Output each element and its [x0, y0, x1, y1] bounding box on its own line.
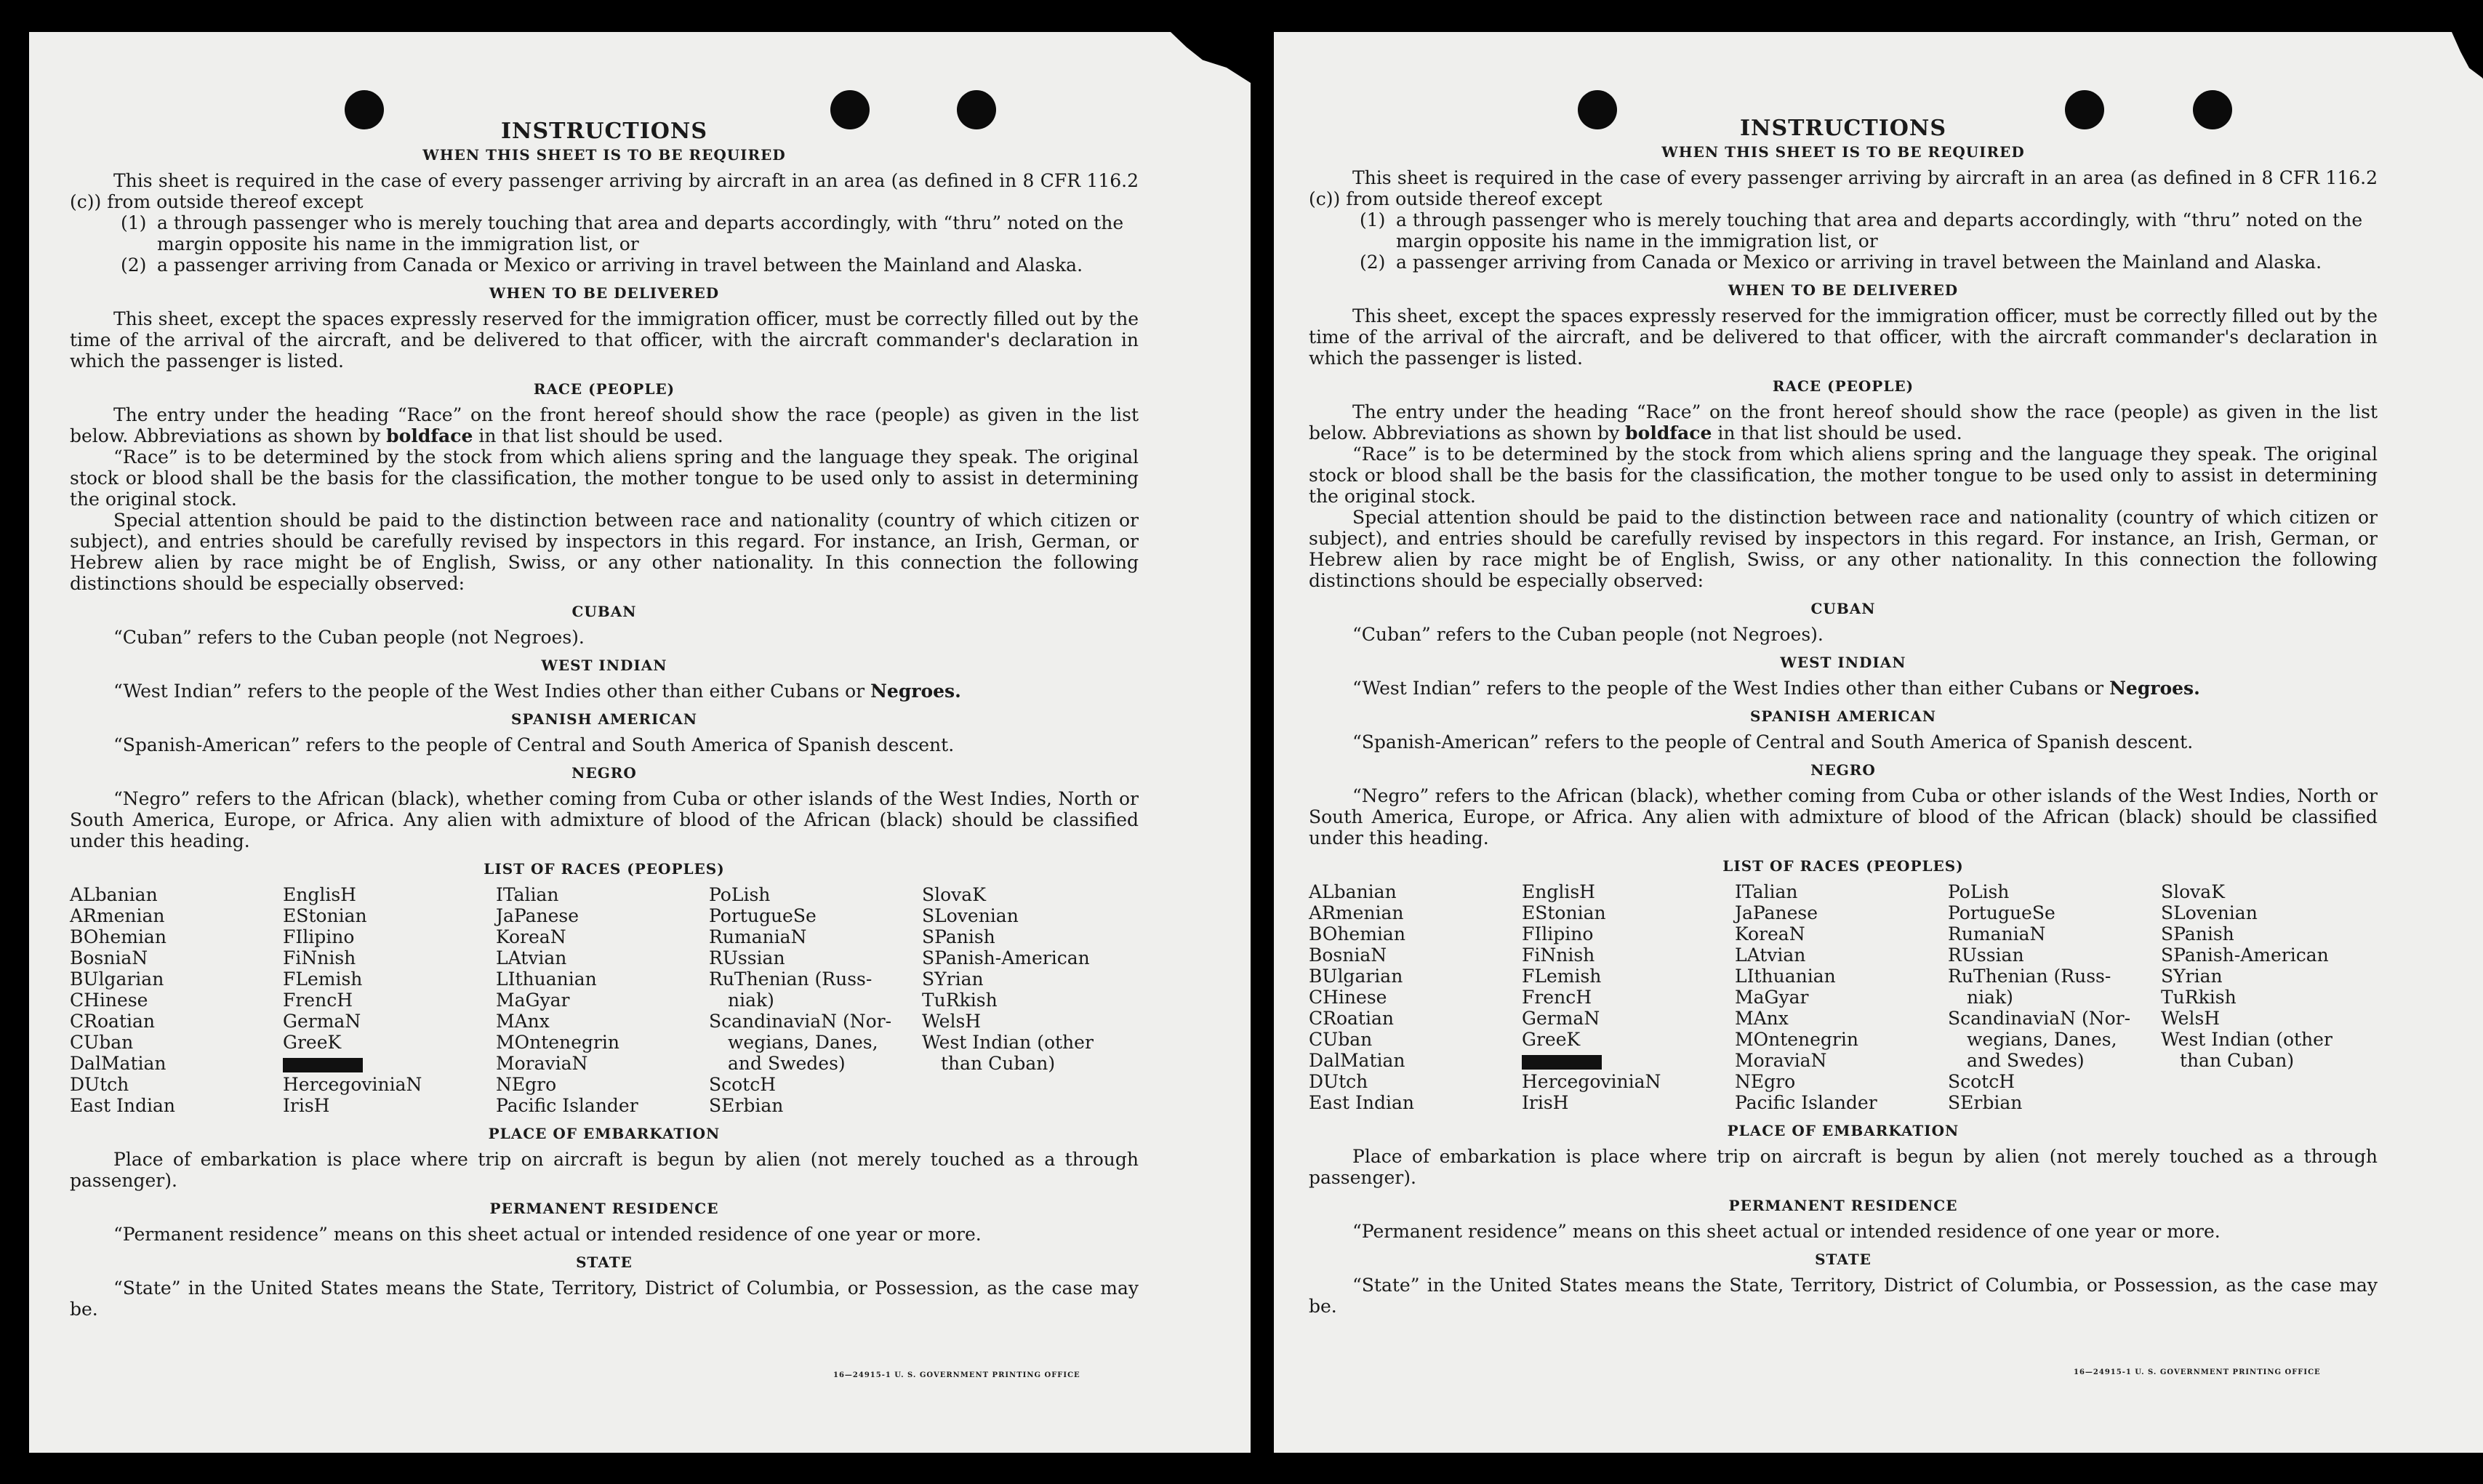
race-column-3: [496, 884, 709, 1116]
negro-text: “Negro” refers to the African (black), whether coming from Cuba or other islands of the West Indies, North or South America, Europe, or Africa. Any alien with admixture of blood of the African (black) should be classified under this heading.: [1309, 785, 2378, 849]
race-item: SYrian: [922, 968, 984, 990]
race-item: RUssian: [709, 947, 785, 968]
race-item: West Indian (other: [2161, 1029, 2332, 1050]
spanish-american-text: “Spanish-American” refers to the people of Central and South America of Spanish descent.: [1352, 731, 2194, 753]
race-item: CUban: [70, 1032, 134, 1053]
race-item-continued: wegians, Danes,: [1967, 1029, 2117, 1050]
race-item: KoreaN: [1735, 923, 1805, 944]
race-item: NEgro: [496, 1074, 557, 1095]
race-item: ARmenian: [70, 905, 165, 926]
race-item: CRoatian: [1309, 1008, 1394, 1029]
exception-1-number: (1): [1360, 209, 1386, 230]
west-indian-text: [70, 681, 1139, 702]
redaction-mark: [1522, 1055, 1602, 1070]
race-item: FIlipino: [1522, 923, 1594, 944]
race-item: DUtch: [1309, 1071, 1368, 1092]
race-item-continued: and Swedes): [1967, 1050, 2085, 1071]
race-item-continued: and Swedes): [728, 1053, 846, 1074]
race-item: PortugueSe: [709, 905, 817, 926]
race-item: RuThenian (Russ-: [709, 968, 873, 990]
race-item: FiNnish: [283, 947, 356, 968]
race-item: IrisH: [1522, 1092, 1569, 1113]
exception-2-number: (2): [1360, 252, 1386, 273]
race-item: BosniaN: [1309, 944, 1387, 966]
exception-2-number: (2): [121, 254, 147, 276]
race-item: EnglisH: [1522, 881, 1595, 902]
embarkation-heading: PLACE OF EMBARKATION: [1727, 1122, 1959, 1139]
race-item: SErbian: [709, 1095, 784, 1116]
document-page-left: [29, 32, 1251, 1453]
race-item: MaGyar: [496, 990, 570, 1011]
race-item: East Indian: [70, 1095, 175, 1116]
instructions-title: INSTRUCTIONS: [501, 119, 707, 144]
embarkation-text: Place of embarkation is place where trip on aircraft is begun by alien (not merely touched as a through passenger).: [1309, 1146, 2378, 1188]
race-item: TuRkish: [922, 990, 998, 1011]
race-text-1: [1309, 401, 2378, 444]
race-item: GreeK: [283, 1032, 342, 1053]
race-item-continued: wegians, Danes,: [728, 1032, 878, 1053]
race-item: MOntenegrin: [496, 1032, 619, 1053]
spanish-american-heading: SPANISH AMERICAN: [1749, 707, 1937, 725]
race-text-1c: in that list should be used.: [478, 425, 723, 446]
race-item: ALbanian: [1309, 881, 1397, 902]
race-item: RuThenian (Russ-: [1948, 966, 2111, 987]
race-item: CRoatian: [70, 1011, 155, 1032]
race-item: GermaN: [1522, 1008, 1600, 1029]
race-item: CUban: [1309, 1029, 1373, 1050]
race-item: BosniaN: [70, 947, 148, 968]
race-item: BOhemian: [1309, 923, 1405, 944]
race-column-1: [70, 884, 283, 1116]
race-item: MOntenegrin: [1735, 1029, 1858, 1050]
when-required-text: This sheet is required in the case of every passenger arriving by aircraft in an area (as defined in 8 CFR 116.2 (c)) from outside thereof except: [70, 170, 1139, 212]
race-item: LAtvian: [1735, 944, 1806, 966]
race-item: EStonian: [1522, 902, 1606, 923]
race-column-2: [283, 884, 496, 1116]
race-item: ScotcH: [709, 1074, 777, 1095]
race-item: MoraviaN: [496, 1053, 588, 1074]
race-item: PoLish: [1948, 881, 2010, 902]
exception-2: [1309, 252, 2378, 273]
race-item: CHinese: [1309, 987, 1387, 1008]
when-delivered-heading: WHEN TO BE DELIVERED: [489, 284, 720, 302]
redacted-entry: [1522, 1050, 1735, 1071]
race-item: KoreaN: [496, 926, 566, 947]
race-column-3: [1735, 881, 1948, 1113]
race-item: RumaniaN: [1948, 923, 2046, 944]
race-item: Pacific Islander: [496, 1095, 638, 1116]
document-page-right: [1274, 32, 2483, 1453]
west-indian-text-bold: Negroes.: [2109, 678, 2200, 699]
race-text-1-bold: boldface: [1625, 422, 1712, 444]
west-indian-text: [1309, 678, 2378, 699]
torn-corner: [2452, 32, 2483, 97]
race-column-5: [922, 884, 1139, 1116]
race-text-1a: The entry under the heading “Race” on the front hereof should show the race (people) as given in the list below. Abbreviations as shown by: [1309, 401, 2378, 444]
race-item: East Indian: [1309, 1092, 1414, 1113]
race-item: DalMatian: [70, 1053, 167, 1074]
race-heading: RACE (PEOPLE): [1772, 377, 1914, 395]
exception-1-number: (1): [121, 212, 147, 233]
state-text: “State” in the United States means the State, Territory, District of Columbia, or Possession, as the case may be.: [1309, 1275, 2378, 1317]
race-item: JaPanese: [1735, 902, 1818, 923]
race-text-3: Special attention should be paid to the distinction between race and nationality (country of which citizen or subject), and entries should be carefully revised by inspectors in this regard. For instance, an Irish, German, or Hebrew alien by race might be of English, Swiss, or any other nationality. In this connection the following distinctions should be especially observed:: [70, 510, 1139, 594]
race-item: PoLish: [709, 884, 771, 905]
race-item: JaPanese: [496, 905, 579, 926]
race-item: LAtvian: [496, 947, 567, 968]
race-item: WelsH: [922, 1011, 982, 1032]
race-item: GermaN: [283, 1011, 361, 1032]
race-item-continued: niak): [1967, 987, 2013, 1008]
race-item: MoraviaN: [1735, 1050, 1827, 1071]
race-item: GreeK: [1522, 1029, 1581, 1050]
race-item-continued: than Cuban): [2180, 1050, 2295, 1071]
race-column-1: [1309, 881, 1522, 1113]
race-column-5: [2161, 881, 2378, 1113]
race-item: HercegoviniaN: [283, 1074, 422, 1095]
race-item: IrisH: [283, 1095, 330, 1116]
redaction-mark: [283, 1058, 363, 1072]
west-indian-text-a: “West Indian” refers to the people of the West Indies other than either Cubans or: [113, 681, 865, 702]
race-item: SYrian: [2161, 966, 2223, 987]
race-item: PortugueSe: [1948, 902, 2055, 923]
race-item: FLemish: [1522, 966, 1602, 987]
race-text-1: [70, 404, 1139, 446]
cuban-heading: CUBAN: [1810, 600, 1876, 617]
when-delivered-text: This sheet, except the spaces expressly reserved for the immigration officer, must be correctly filled out by the time of the arrival of the aircraft, and be delivered to that officer, with the aircraft commander's declaration in which the passenger is listed.: [70, 308, 1139, 372]
west-indian-text-bold: Negroes.: [870, 681, 961, 702]
cuban-text: “Cuban” refers to the Cuban people (not Negroes).: [1352, 624, 1824, 645]
race-item: ScotcH: [1948, 1071, 2015, 1092]
negro-heading: NEGRO: [571, 764, 637, 782]
when-delivered-heading: WHEN TO BE DELIVERED: [1728, 281, 1959, 299]
race-item-continued: niak): [728, 990, 774, 1011]
race-item: EStonian: [283, 905, 367, 926]
list-of-races-heading: LIST OF RACES (PEOPLES): [484, 860, 725, 878]
race-item: ScandinaviaN (Nor-: [709, 1011, 892, 1032]
race-item: LIthuanian: [496, 968, 597, 990]
torn-corner: [1171, 32, 1251, 83]
race-item: SlovaK: [922, 884, 986, 905]
race-text-1a: The entry under the heading “Race” on the front hereof should show the race (people) as given in the list below. Abbreviations as shown by: [70, 404, 1139, 446]
list-of-races-heading: LIST OF RACES (PEOPLES): [1722, 857, 1964, 875]
west-indian-text-a: “West Indian” refers to the people of the West Indies other than either Cubans or: [1352, 678, 2104, 699]
when-required-text: This sheet is required in the case of every passenger arriving by aircraft in an area (as defined in 8 CFR 116.2 (c)) from outside thereof except: [1309, 167, 2378, 209]
race-column-2: [1522, 881, 1735, 1113]
race-item-continued: than Cuban): [941, 1053, 1056, 1074]
race-item: FIlipino: [283, 926, 355, 947]
race-item: SLovenian: [2161, 902, 2258, 923]
redacted-entry: [283, 1053, 496, 1074]
race-item: SlovaK: [2161, 881, 2225, 902]
race-item: BUlgarian: [70, 968, 164, 990]
residence-text: “Permanent residence” means on this sheet actual or intended residence of one year or more.: [1352, 1221, 2221, 1242]
race-item: SPanish: [922, 926, 995, 947]
race-text-2: “Race” is to be determined by the stock from which aliens spring and the language they speak. The original stock or blood shall be the basis for the classification, the mother tongue to be used only to assist in determining the original stock.: [1309, 444, 2378, 507]
race-item: Pacific Islander: [1735, 1092, 1877, 1113]
exception-2-text: a passenger arriving from Canada or Mexico or arriving in travel between the Mainland and Alaska.: [157, 254, 1083, 276]
west-indian-heading: WEST INDIAN: [541, 657, 667, 674]
race-item: DUtch: [70, 1074, 129, 1095]
cuban-heading: CUBAN: [571, 603, 637, 620]
race-item: LIthuanian: [1735, 966, 1836, 987]
exception-1-text: a through passenger who is merely touching that area and departs accordingly, with “thru” noted on the margin opposite his name in the immigration list, or: [157, 212, 1124, 254]
race-item: ITalian: [496, 884, 559, 905]
race-item: ITalian: [1735, 881, 1798, 902]
race-item: BUlgarian: [1309, 966, 1403, 987]
exception-1: [70, 212, 1139, 254]
race-item: MaGyar: [1735, 987, 1809, 1008]
race-item: FrencH: [1522, 987, 1592, 1008]
race-item: CHinese: [70, 990, 148, 1011]
exception-2-text: a passenger arriving from Canada or Mexico or arriving in travel between the Mainland and Alaska.: [1396, 252, 2322, 273]
race-list: [70, 884, 1139, 1116]
race-item: EnglisH: [283, 884, 356, 905]
residence-heading: PERMANENT RESIDENCE: [489, 1200, 719, 1217]
exception-2: [70, 254, 1139, 276]
race-item: ARmenian: [1309, 902, 1404, 923]
race-item: HercegoviniaN: [1522, 1071, 1661, 1092]
race-item: West Indian (other: [922, 1032, 1094, 1053]
race-item: SPanish-American: [2161, 944, 2329, 966]
race-text-3: Special attention should be paid to the distinction between race and nationality (country of which citizen or subject), and entries should be carefully revised by inspectors in this regard. For instance, an Irish, German, or Hebrew alien by race might be of English, Swiss, or any other nationality. In this connection the following distinctions should be especially observed:: [1309, 507, 2378, 591]
state-text: “State” in the United States means the State, Territory, District of Columbia, or Possession, as the case may be.: [70, 1278, 1139, 1320]
race-text-1c: in that list should be used.: [1717, 422, 1962, 444]
race-item: BOhemian: [70, 926, 167, 947]
when-delivered-text: This sheet, except the spaces expressly reserved for the immigration officer, must be correctly filled out by the time of the arrival of the aircraft, and be delivered to that officer, with the aircraft commander's declaration in which the passenger is listed.: [1309, 305, 2378, 369]
instructions-body: [1309, 118, 2378, 1317]
state-heading: STATE: [1815, 1251, 1872, 1268]
race-column-4: [1948, 881, 2161, 1113]
negro-heading: NEGRO: [1810, 761, 1876, 779]
race-item: FiNnish: [1522, 944, 1595, 966]
race-column-4: [709, 884, 922, 1116]
race-item: SErbian: [1948, 1092, 2023, 1113]
spanish-american-text: “Spanish-American” refers to the people of Central and South America of Spanish descent.: [113, 734, 955, 755]
embarkation-text: Place of embarkation is place where trip on aircraft is begun by alien (not merely touched as a through passenger).: [70, 1149, 1139, 1191]
embarkation-heading: PLACE OF EMBARKATION: [488, 1125, 721, 1142]
when-required-heading: WHEN THIS SHEET IS TO BE REQUIRED: [422, 146, 786, 164]
race-text-1-bold: boldface: [386, 425, 473, 446]
state-heading: STATE: [576, 1254, 633, 1271]
residence-text: “Permanent residence” means on this sheet actual or intended residence of one year or more.: [113, 1224, 982, 1245]
race-item: TuRkish: [2161, 987, 2237, 1008]
exception-1-text: a through passenger who is merely touching that area and departs accordingly, with “thru” noted on the margin opposite his name in the immigration list, or: [1396, 209, 2363, 252]
printing-office-footer: 16—24915-1 U. S. GOVERNMENT PRINTING OFFICE: [833, 1371, 1080, 1379]
race-item: FLemish: [283, 968, 363, 990]
instructions-body: [70, 121, 1139, 1320]
printing-office-footer: 16—24915-1 U. S. GOVERNMENT PRINTING OFFICE: [2074, 1368, 2321, 1376]
race-item: DalMatian: [1309, 1050, 1405, 1071]
race-item: FrencH: [283, 990, 353, 1011]
race-item: SLovenian: [922, 905, 1019, 926]
race-item: NEgro: [1735, 1071, 1796, 1092]
race-item: ScandinaviaN (Nor-: [1948, 1008, 2131, 1029]
negro-text: “Negro” refers to the African (black), whether coming from Cuba or other islands of the West Indies, North or South America, Europe, or Africa. Any alien with admixture of blood of the African (black) should be classified under this heading.: [70, 788, 1139, 851]
race-item: MAnx: [496, 1011, 550, 1032]
race-item: RUssian: [1948, 944, 2024, 966]
residence-heading: PERMANENT RESIDENCE: [1728, 1197, 1958, 1214]
race-item: SPanish-American: [922, 947, 1090, 968]
race-item: RumaniaN: [709, 926, 807, 947]
race-item: WelsH: [2161, 1008, 2221, 1029]
race-item: SPanish: [2161, 923, 2234, 944]
race-item: ALbanian: [70, 884, 158, 905]
west-indian-heading: WEST INDIAN: [1780, 654, 1906, 671]
race-heading: RACE (PEOPLE): [533, 380, 675, 398]
spanish-american-heading: SPANISH AMERICAN: [510, 710, 698, 728]
cuban-text: “Cuban” refers to the Cuban people (not Negroes).: [113, 627, 585, 648]
race-list: [1309, 881, 2378, 1113]
when-required-heading: WHEN THIS SHEET IS TO BE REQUIRED: [1661, 143, 2025, 161]
exception-1: [1309, 209, 2378, 252]
race-text-2: “Race” is to be determined by the stock from which aliens spring and the language they speak. The original stock or blood shall be the basis for the classification, the mother tongue to be used only to assist in determining the original stock.: [70, 446, 1139, 510]
race-item: MAnx: [1735, 1008, 1789, 1029]
instructions-title: INSTRUCTIONS: [1740, 116, 1946, 141]
